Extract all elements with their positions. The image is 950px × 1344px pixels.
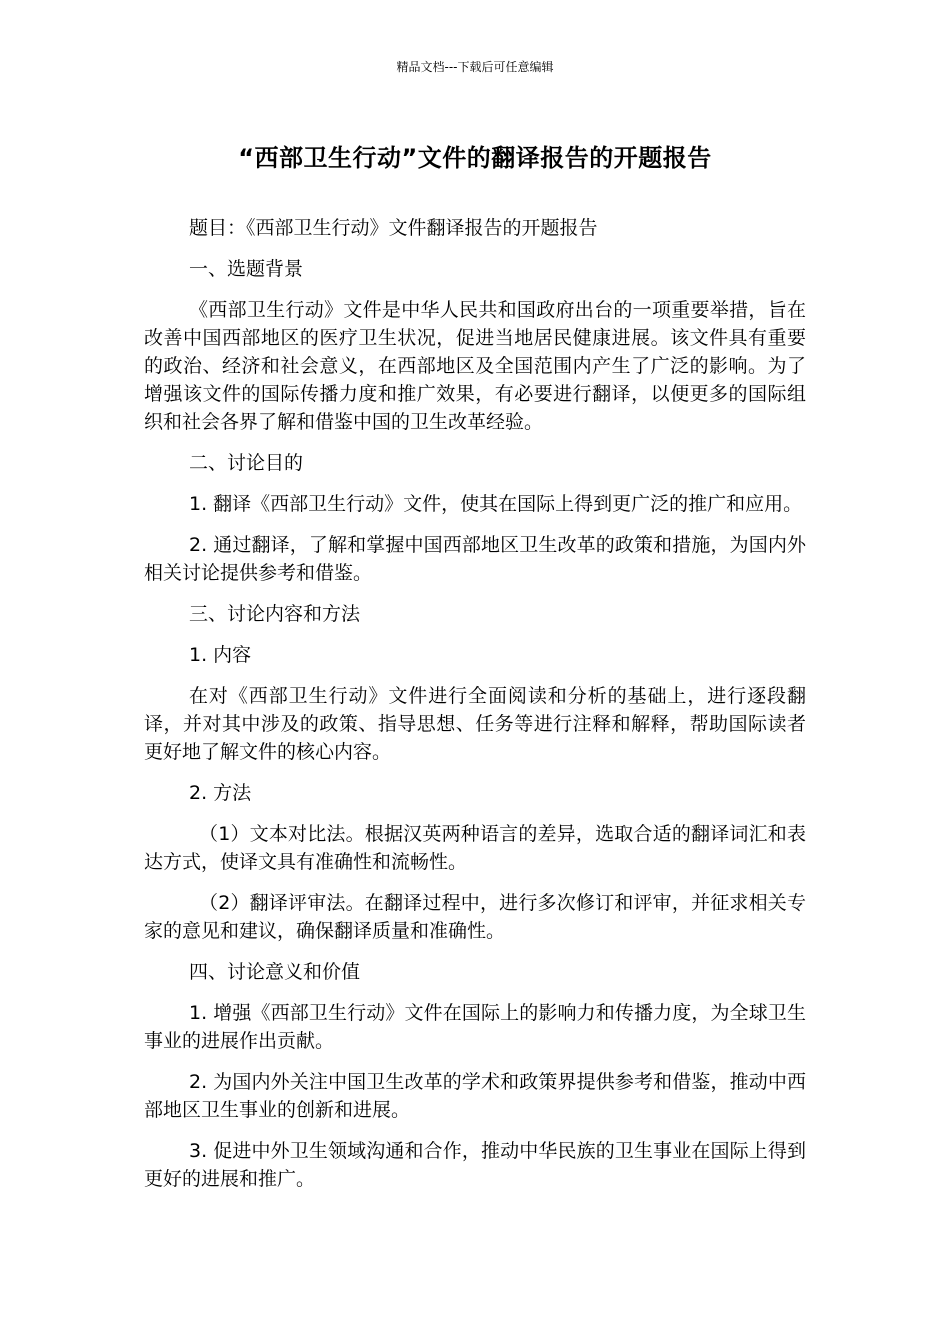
method-item-1: （1）文本对比法。根据汉英两种语言的差异，选取合适的翻译词汇和表达方式，使译文具有准确性和流畅性。 <box>144 823 806 873</box>
purpose-item-1: 1. 翻译《西部卫生行动》文件，使其在国际上得到更广泛的推广和应用。 <box>189 493 803 515</box>
page-header-note: 精品文档---下载后可任意编辑 <box>396 60 554 74</box>
background-paragraph: 《西部卫生行动》文件是中华人民共和国政府出台的一项重要举措，旨在改善中国西部地区的医疗卫生状况，促进当地居民健康进展。该文件具有重要的政治、经济和社会意义，在西部地区及全国范围内产生了广泛的影响。为了增强该文件的国际传播力度和推广效果，有必要进行翻译，以便更多的国际组织和社会各界了解和借鉴中国的卫生改革经验。 <box>144 299 806 433</box>
purpose-item-2: 2. 通过翻译，了解和掌握中国西部地区卫生改革的政策和措施，为国内外相关讨论提供参考和借鉴。 <box>144 534 806 584</box>
significance-item-2: 2. 为国内外关注中国卫生改革的学术和政策界提供参考和借鉴，推动中西部地区卫生事业的创新和进展。 <box>144 1071 806 1121</box>
subheading-content: 1. 内容 <box>189 644 252 666</box>
topic-line: 题目：《西部卫生行动》文件翻译报告的开题报告 <box>189 217 598 239</box>
method-item-2: （2）翻译评审法。在翻译过程中，进行多次修订和评审，并征求相关专家的意见和建议，确保翻译质量和准确性。 <box>144 892 806 942</box>
document-body <box>144 214 806 1206</box>
section-heading-purpose: 二、讨论目的 <box>189 452 304 474</box>
section-heading-significance: 四、讨论意义和价值 <box>189 961 361 983</box>
section-heading-content-method: 三、讨论内容和方法 <box>189 603 361 625</box>
section-heading-background: 一、选题背景 <box>189 258 304 280</box>
significance-item-1: 1. 增强《西部卫生行动》文件在国际上的影响力和传播力度，为全球卫生事业的进展作出贡献。 <box>144 1002 806 1052</box>
document-title: “西部卫生行动”文件的翻译报告的开题报告 <box>238 144 712 172</box>
subheading-method: 2. 方法 <box>189 782 252 804</box>
content-paragraph: 在对《西部卫生行动》文件进行全面阅读和分析的基础上，进行逐段翻译，并对其中涉及的政策、指导思想、任务等进行注释和解释，帮助国际读者更好地了解文件的核心内容。 <box>144 685 806 763</box>
significance-item-3: 3. 促进中外卫生领域沟通和合作，推动中华民族的卫生事业在国际上得到更好的进展和推广。 <box>144 1140 806 1190</box>
